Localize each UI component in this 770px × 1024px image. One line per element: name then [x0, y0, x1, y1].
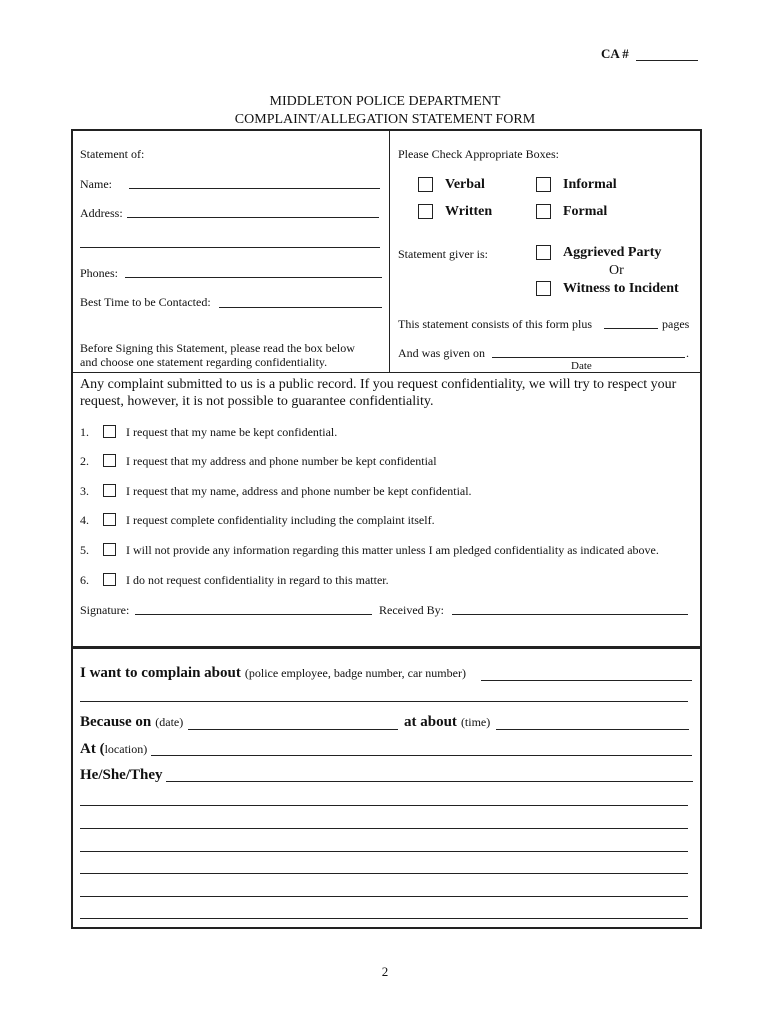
- he-she-they-label: He/She/They: [80, 767, 163, 783]
- at-about-row: [404, 713, 490, 731]
- written-label: Written: [445, 204, 493, 219]
- informal-label: Informal: [563, 177, 617, 192]
- option-1-text: I request that my name be kept confidential.: [126, 425, 338, 439]
- phones-field[interactable]: [125, 277, 382, 278]
- location-label: location): [104, 742, 148, 756]
- option-5-text: I will not provide any information regarding this matter unless I am pledged confidentiality as indicated above.: [126, 543, 659, 557]
- narrative-line-2[interactable]: [80, 805, 688, 806]
- formal-checkbox[interactable]: [536, 204, 551, 219]
- because-on-label: Because on: [80, 714, 152, 730]
- pages-text: This statement consists of this form plus: [398, 317, 592, 331]
- written-checkbox[interactable]: [418, 204, 433, 219]
- time-paren-label: (time): [460, 715, 491, 729]
- informal-checkbox[interactable]: [536, 177, 551, 192]
- or-label: Or: [609, 263, 624, 278]
- address-field-1[interactable]: [127, 217, 379, 218]
- pages-count-field[interactable]: [604, 328, 658, 329]
- signature-label: Signature:: [80, 603, 130, 617]
- confidentiality-notice-line-2: request, however, it is not possible to guarantee confidentiality.: [80, 394, 434, 409]
- option-3-checkbox[interactable]: [103, 484, 116, 497]
- at-label: At (: [80, 741, 105, 757]
- period: .: [686, 346, 689, 360]
- verbal-checkbox[interactable]: [418, 177, 433, 192]
- narrative-line-4[interactable]: [80, 851, 688, 852]
- complain-about-detail: (police employee, badge number, car number): [244, 666, 466, 680]
- option-4-checkbox[interactable]: [103, 513, 116, 526]
- signature-field[interactable]: [135, 614, 372, 615]
- complaint-frame: [71, 646, 702, 929]
- option-6-text: I do not request confidentiality in regard to this matter.: [126, 573, 389, 587]
- instruction-line-2: and choose one statement regarding confidentiality.: [80, 355, 328, 369]
- option-1-number: 1.: [80, 425, 89, 439]
- option-6-checkbox[interactable]: [103, 573, 116, 586]
- complain-about-label: I want to complain about: [80, 665, 241, 681]
- ca-label: CA #: [601, 46, 629, 61]
- given-on-date-field[interactable]: [492, 357, 685, 358]
- address-label: Address:: [80, 206, 123, 220]
- option-4-text: I request complete confidentiality including the complaint itself.: [126, 513, 435, 527]
- form-title: COMPLAINT/ALLEGATION STATEMENT FORM: [234, 112, 536, 127]
- verbal-label: Verbal: [445, 177, 485, 192]
- name-field[interactable]: [129, 188, 380, 189]
- complain-about-field-2[interactable]: [80, 701, 688, 702]
- witness-checkbox[interactable]: [536, 281, 551, 296]
- witness-label: Witness to Incident: [563, 281, 679, 296]
- department-title: MIDDLETON POLICE DEPARTMENT: [269, 94, 501, 109]
- date-caption: Date: [571, 360, 592, 372]
- complain-about-row: [80, 664, 466, 682]
- location-row: [80, 740, 147, 758]
- narrative-line-5[interactable]: [80, 873, 688, 874]
- option-5-checkbox[interactable]: [103, 543, 116, 556]
- best-time-field[interactable]: [219, 307, 382, 308]
- option-5-number: 5.: [80, 543, 89, 557]
- page-number: 2: [381, 964, 389, 979]
- because-on-row: [80, 713, 183, 731]
- at-about-label: at about: [404, 714, 457, 730]
- address-field-2[interactable]: [80, 247, 380, 248]
- location-field[interactable]: [151, 755, 692, 756]
- option-1-checkbox[interactable]: [103, 425, 116, 438]
- option-2-checkbox[interactable]: [103, 454, 116, 467]
- narrative-line-6[interactable]: [80, 896, 688, 897]
- given-on-label: And was given on: [398, 346, 485, 360]
- statement-of-label: Statement of:: [80, 147, 145, 161]
- check-prompt: Please Check Appropriate Boxes:: [398, 147, 559, 161]
- aggrieved-party-checkbox[interactable]: [536, 245, 551, 260]
- option-2-number: 2.: [80, 454, 89, 468]
- option-6-number: 6.: [80, 573, 89, 587]
- phones-label: Phones:: [80, 266, 119, 280]
- statement-giver-label: Statement giver is:: [398, 247, 488, 261]
- narrative-line-3[interactable]: [80, 828, 688, 829]
- name-label: Name:: [80, 177, 112, 191]
- incident-time-field[interactable]: [496, 729, 689, 730]
- aggrieved-party-label: Aggrieved Party: [563, 245, 662, 260]
- narrative-line-7[interactable]: [80, 918, 688, 919]
- option-3-number: 3.: [80, 484, 89, 498]
- option-3-text: I request that my name, address and phone number be kept confidential.: [126, 484, 472, 498]
- received-by-label: Received By:: [379, 603, 444, 617]
- pages-suffix: pages: [662, 317, 690, 331]
- ca-number-field[interactable]: [636, 60, 698, 61]
- date-paren-label: (date): [155, 715, 184, 729]
- section-divider: [73, 372, 700, 373]
- narrative-line-1[interactable]: [166, 781, 693, 782]
- confidentiality-notice-line-1: Any complaint submitted to us is a public record. If you request confidentiality, we will try to respect your: [80, 377, 677, 392]
- column-divider: [389, 131, 390, 372]
- formal-label: Formal: [563, 204, 608, 219]
- best-time-label: Best Time to be Contacted:: [80, 295, 211, 309]
- complain-about-field[interactable]: [481, 680, 692, 681]
- option-2-text: I request that my address and phone number be kept confidential: [126, 454, 437, 468]
- received-by-field[interactable]: [452, 614, 688, 615]
- option-4-number: 4.: [80, 513, 89, 527]
- incident-date-field[interactable]: [188, 729, 398, 730]
- instruction-line-1: Before Signing this Statement, please read the box below: [80, 341, 355, 355]
